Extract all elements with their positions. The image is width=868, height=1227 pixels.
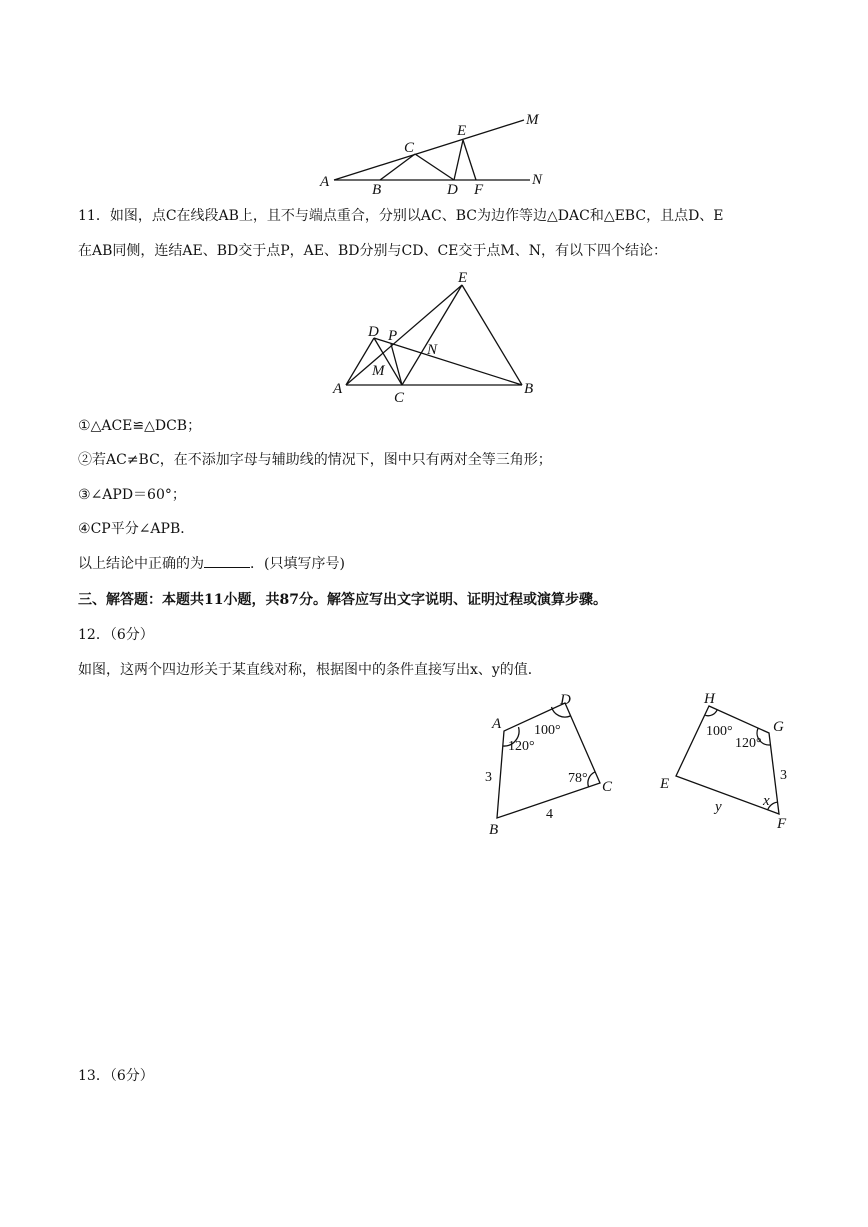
side-EF-value: y [715,799,722,815]
label-D: D [560,692,571,708]
conclusion-1-mark: ① [78,418,91,434]
conclusion-3-text: ∠APD＝60°； [90,487,186,503]
answer-prefix: 以上结论中正确的为 [78,556,204,572]
angle-A-value: 120° [508,739,535,754]
label-P: P [388,328,398,344]
label-M: M [372,363,385,379]
section-3-heading: 三、解答题：本题共11小题，共87分。解答应写出文字说明、证明过程或演算步骤。 [78,592,607,608]
segment-BC [380,154,415,180]
label-E: E [458,270,468,286]
answer-suffix: ．(只填写序号) [250,556,345,572]
conclusion-1 [78,416,201,436]
conclusion-2-mark: ② [78,452,92,468]
label-C: C [602,779,613,795]
q12-text: 如图，这两个四边形关于某直线对称，根据图中的条件直接写出x、y的值． [78,662,542,678]
label-G: G [773,719,784,735]
segment-CD [415,154,454,180]
angle-G-value: 120° [735,736,762,751]
label-E: E [660,776,670,792]
label-A: A [333,381,343,397]
segment-EB [462,285,522,385]
q13-number: 13．（6分） [78,1068,154,1084]
side-AB-value: 3 [485,770,492,785]
angle-F-value: x [763,793,770,809]
segment-PC [391,344,402,385]
conclusion-3-mark: ③ [78,487,91,503]
quad-ABCD [497,703,600,818]
figure-q12-right-quad [656,688,801,833]
conclusion-2-text: 若AC≠BC，在不添加字母与辅助线的情况下，图中只有两对全等三角形； [92,452,552,468]
figure-q10 [318,108,550,198]
segment-AE [346,285,462,385]
label-A: A [492,716,502,732]
label-B: B [489,822,499,838]
label-A: A [320,174,330,190]
conclusion-3 [78,485,186,505]
answer-blank[interactable] [204,553,250,568]
conclusion-4 [78,519,194,539]
segment-EF [463,140,476,180]
label-F: F [474,182,484,198]
conclusion-1-text: △ACE≌△DCB； [90,418,202,434]
label-B: B [372,182,382,198]
angle-H-value: 100° [706,724,733,739]
label-H: H [704,691,715,707]
label-C: C [394,390,405,406]
ray-AM [334,120,524,180]
figure-q12-left-quad [480,688,620,838]
segment-AD [346,338,374,385]
q11-line2: 在AB同侧，连结AE、BD交于点P，AE、BD分别与CD、CE交于点M、N，有以下四个结论： [78,243,667,259]
angle-D-value: 100° [534,723,561,738]
side-BC-value: 4 [546,807,553,822]
conclusion-4-text: CP平分∠APB． [90,521,195,537]
label-E: E [457,123,467,139]
segment-DE [454,140,463,180]
conclusion-4-mark: ④ [78,521,91,537]
label-F: F [777,816,787,832]
segment-CE [402,285,462,385]
label-N: N [532,172,543,188]
q11-answer-line [78,553,345,574]
label-C: C [404,140,415,156]
side-GF-value: 3 [780,768,787,783]
label-B: B [524,381,534,397]
label-M: M [526,112,539,128]
conclusion-2 [78,450,552,470]
label-D: D [368,324,379,340]
angle-C-value: 78° [568,771,588,786]
label-N: N [427,342,438,358]
q11-line1: 11．如图，点C在线段AB上，且不与端点重合，分别以AC、BC为边作等边△DAC和△EBC，且点D、E [78,208,724,224]
label-D: D [447,182,458,198]
q12-number: 12．（6分） [78,627,154,643]
figure-q11 [330,266,546,406]
